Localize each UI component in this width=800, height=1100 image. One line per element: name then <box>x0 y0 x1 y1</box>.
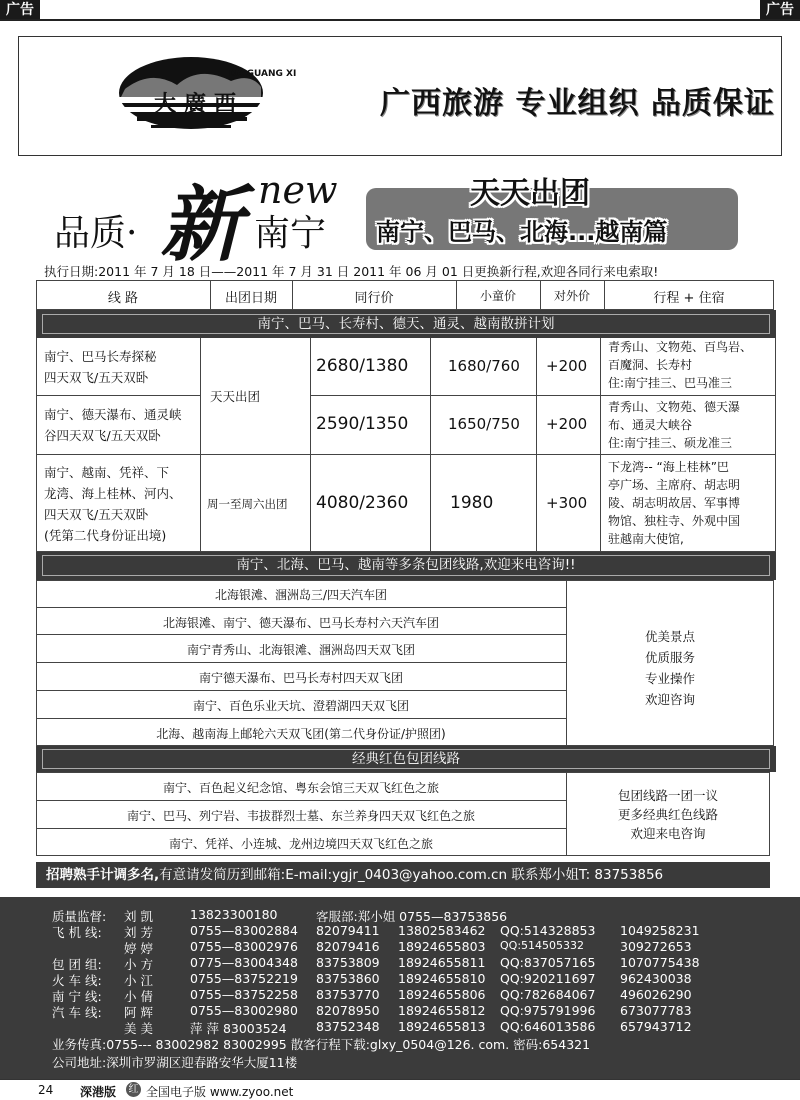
section-title: 南宁、巴马、长寿村、德天、通灵、越南散拼计划 <box>257 316 555 332</box>
feature-line: 优美景点 <box>644 629 695 644</box>
list-item: 南宁、凭祥、小连城、龙州边境四天双飞红色之旅 <box>168 837 433 851</box>
itinerary-cell <box>608 458 740 548</box>
route-line: 谷四天双飞/五天双卧 <box>44 428 161 443</box>
itinerary-line: 百魔洞、长寿村 <box>608 358 693 372</box>
itinerary-line: 布、通灵大峡谷 <box>608 418 693 432</box>
logo-en-text: DA GUANG XI <box>229 69 297 79</box>
itinerary-line: 住:南宁挂三、巴马准三 <box>608 376 733 390</box>
contact-qq: QQ:514328853 <box>500 923 596 938</box>
contact-phone: 13823300180 <box>190 907 278 922</box>
itinerary-cell <box>608 338 752 392</box>
daily-departure-label: 天天出团 <box>210 389 261 404</box>
contact-qq2: 496026290 <box>620 987 692 1002</box>
header-route: 线 路 <box>107 291 139 306</box>
contact-phone: 82079416 <box>316 939 380 954</box>
public-price: +200 <box>546 357 588 375</box>
contact-phone: 0755—83752258 <box>190 987 298 1002</box>
contact-phone: 0755—83752219 <box>190 971 298 986</box>
divider <box>36 828 566 829</box>
list-item: 南宁青秀山、北海银滩、涠洲岛四天双飞团 <box>186 643 415 657</box>
divider <box>36 607 566 608</box>
contact-phone: 82078950 <box>316 1003 380 1018</box>
itinerary-line: 青秀山、文物苑、百鸟岩、 <box>608 340 753 354</box>
contact-phone: 0775—83004348 <box>190 955 298 970</box>
contact-phone: 83753770 <box>316 987 380 1002</box>
feature-line: 欢迎来电咨询 <box>630 826 706 841</box>
trade-price: 4080/2360 <box>316 493 409 513</box>
contact-footer <box>0 897 800 1079</box>
page-number: 24 <box>38 1083 54 1097</box>
destinations-heading: 南宁、巴马、北海...越南篇 <box>376 218 668 246</box>
ad-tag-left: 广告 <box>0 0 40 20</box>
contact-row <box>0 939 800 955</box>
top-rule <box>0 19 800 21</box>
contact-qq2: 673077783 <box>620 1003 692 1018</box>
trade-price: 2680/1380 <box>316 356 409 376</box>
contact-name: 小 倩 <box>124 989 153 1004</box>
contact-mobile: 18924655810 <box>398 971 486 986</box>
feature-line: 专业操作 <box>644 671 695 686</box>
contact-phone: 83753809 <box>316 955 380 970</box>
contact-name: 刘 凯 <box>124 909 153 924</box>
contact-name: 小 方 <box>124 957 153 972</box>
site-link[interactable]: 全国电子版 www.zyoo.net <box>146 1085 294 1099</box>
divider <box>200 338 201 552</box>
red-features <box>566 786 770 843</box>
company-address: 公司地址:深圳市罗湖区迎春路安华大厦11楼 <box>52 1055 298 1070</box>
contact-qq: QQ:782684067 <box>500 987 596 1002</box>
contact-role: 火 车 线: <box>52 973 102 988</box>
contact-qq: QQ:837057165 <box>500 955 596 970</box>
itinerary-line: 下龙湾-- “海上桂林”巴 <box>608 460 729 474</box>
header-date: 出团日期 <box>224 291 277 306</box>
itinerary-line: 亭广场、主席府、胡志明 <box>608 478 741 492</box>
child-price: 1650/750 <box>448 415 520 433</box>
section-title: 南宁、北海、巴马、越南等多条包团线路,欢迎来电咨询!! <box>236 557 576 573</box>
section-title: 经典红色包团线路 <box>352 751 460 767</box>
banner-slogan: 广西旅游 专业组织 品质保证 <box>380 86 775 121</box>
contact-mobile: 18924655812 <box>398 1003 486 1018</box>
execution-date-line: 执行日期:2011 年 7 月 18 日——2011 年 7 月 31 日 2011 年 06 月 01 日更换新行程,欢迎各同行来电索取! <box>44 264 659 279</box>
contact-role: 质量监督: <box>52 909 107 924</box>
recruit-bold: 招聘熟手计调多名, <box>46 867 160 883</box>
itinerary-cell <box>608 398 740 452</box>
divider <box>36 690 566 691</box>
contact-mobile: 18924655806 <box>398 987 486 1002</box>
contact-qq2: 1070775438 <box>620 955 700 970</box>
divider <box>36 662 566 663</box>
itinerary-line: 陵、胡志明故居、军事博 <box>608 496 741 510</box>
contact-role: 汽 车 线: <box>52 1005 102 1020</box>
contact-phone: 0755—83002976 <box>190 939 298 954</box>
fax-row <box>0 1035 800 1051</box>
departure-days: 周一至周六出团 <box>207 497 288 511</box>
ad-tag-right: 广告 <box>760 0 800 20</box>
group-features <box>566 626 774 710</box>
divider <box>600 338 601 552</box>
contact-name: 美 美 <box>124 1021 153 1036</box>
list-item: 北海银滩、南宁、德天瀑布、巴马长寿村六天汽车团 <box>162 616 439 630</box>
route-line: 南宁、巴马长寿探秘 <box>44 349 157 364</box>
contact-row <box>0 987 800 1003</box>
divider <box>36 800 566 801</box>
edition-label: 深港版 <box>80 1085 117 1099</box>
list-item: 南宁、巴马、列宁岩、韦拔群烈士墓、东兰养身四天双飞红色之旅 <box>126 809 475 823</box>
route-line: 四天双飞/五天双卧 <box>44 507 149 522</box>
list-item: 南宁、百色乐业天坑、澄碧湖四天双飞团 <box>192 699 409 713</box>
address-row <box>0 1053 800 1069</box>
contact-role: 飞 机 线: <box>52 925 102 940</box>
divider <box>310 395 776 396</box>
section-bar-group-tours <box>36 552 776 580</box>
contact-mobile: 18924655803 <box>398 939 486 954</box>
contact-qq: QQ:646013586 <box>500 1019 596 1034</box>
contact-row <box>0 923 800 939</box>
contact-role: 南 宁 线: <box>52 989 102 1004</box>
trade-price: 2590/1350 <box>316 414 409 434</box>
red-badge-icon: 红 <box>126 1082 141 1097</box>
list-item: 南宁、百色起义纪念馆、粤东会馆三天双飞红色之旅 <box>162 781 439 795</box>
contact-phone: 82079411 <box>316 923 380 938</box>
list-item: 北海、越南海上邮轮六天双飞团(第二代身份证/护照团) <box>156 727 446 741</box>
title-new: new <box>258 168 338 212</box>
divider <box>310 338 311 552</box>
contact-phone: 客服部:郑小姐 0755—83753856 <box>316 909 508 924</box>
feature-line: 包团线路一团一议 <box>617 788 718 803</box>
child-price: 1980 <box>450 493 494 513</box>
itinerary-line: 青秀山、文物苑、德天瀑 <box>608 400 741 414</box>
title-quality: 品质· <box>54 213 138 254</box>
contact-phone: 83753860 <box>316 971 380 986</box>
contact-role: 包 团 组: <box>52 957 102 972</box>
fax-line: 业务传真:0755--- 83002982 83002995 散客行程下载:glxy_0504@126. com. 密码:654321 <box>52 1037 591 1052</box>
contact-row <box>0 1003 800 1019</box>
header-child-price: 小童价 <box>479 289 516 303</box>
feature-line: 优质服务 <box>644 650 695 665</box>
contact-phone: 0755—83002884 <box>190 923 298 938</box>
feature-line: 欢迎咨询 <box>644 692 695 707</box>
header-trade-price: 同行价 <box>354 291 394 306</box>
contact-name: 阿 辉 <box>124 1005 153 1020</box>
title-xin: 新 <box>160 177 242 273</box>
contact-row <box>0 1019 800 1035</box>
contact-qq: QQ:514505332 <box>500 939 585 952</box>
logo-cn-text: 大廣西 <box>154 91 245 117</box>
public-price: +300 <box>546 494 588 512</box>
title-nanning: 南宁 <box>254 213 327 254</box>
section-bar-scattered <box>36 310 776 338</box>
contact-phone: 0755—83002980 <box>190 1003 298 1018</box>
contact-mobile: 18924655813 <box>398 1019 486 1034</box>
contact-name: 婷 婷 <box>124 941 153 956</box>
child-price: 1680/760 <box>448 357 520 375</box>
list-item: 南宁德天瀑布、巴马长寿村四天双飞团 <box>198 671 403 685</box>
contact-qq2: 309272653 <box>620 939 692 954</box>
route-line: 南宁、德天瀑布、通灵峡 <box>44 407 182 422</box>
contact-name: 小 江 <box>124 973 153 988</box>
contact-phone: 萍 萍 83003524 <box>190 1021 287 1036</box>
divider <box>36 395 201 396</box>
contact-qq2: 1049258231 <box>620 923 700 938</box>
divider <box>536 338 537 552</box>
header-itinerary: 行程 + 住宿 <box>653 291 725 306</box>
table-row <box>44 346 157 388</box>
divider <box>36 718 566 719</box>
divider <box>430 338 431 552</box>
itinerary-line: 物馆、独柱寺、外观中国 <box>608 514 741 528</box>
contact-qq: QQ:920211697 <box>500 971 596 986</box>
bottom-rule <box>0 1079 800 1080</box>
section-bar-red-tours <box>36 746 776 772</box>
recruit-text: 有意请发简历到邮箱:E-mail:ygjr_0403@yahoo.com.cn 联系郑小姐T: 83753856 <box>159 867 664 883</box>
header-public-price: 对外价 <box>553 289 590 303</box>
contact-qq: QQ:975791996 <box>500 1003 596 1018</box>
contact-row <box>0 955 800 971</box>
contact-qq2: 657943712 <box>620 1019 692 1034</box>
divider <box>36 634 566 635</box>
route-line: 南宁、越南、凭祥、下 <box>44 465 170 480</box>
daily-tour-heading: 天天出团 <box>470 176 590 211</box>
table-row <box>44 462 182 546</box>
table-row <box>44 404 182 446</box>
contact-phone: 83752348 <box>316 1019 380 1034</box>
route-line: (凭第二代身份证出境) <box>44 528 167 543</box>
public-price: +200 <box>546 415 588 433</box>
contact-row <box>0 971 800 987</box>
contact-mobile: 13802583462 <box>398 923 486 938</box>
contact-mobile: 18924655811 <box>398 955 486 970</box>
itinerary-line: 住:南宁挂三、硕龙准三 <box>608 436 733 450</box>
list-item: 北海银滩、涠洲岛三/四天汽车团 <box>214 588 388 602</box>
feature-line: 更多经典红色线路 <box>617 807 718 822</box>
contact-name: 刘 芳 <box>124 925 153 940</box>
recruit-banner <box>36 862 770 888</box>
contact-qq2: 962430038 <box>620 971 692 986</box>
route-line: 四天双飞/五天双卧 <box>44 370 149 385</box>
contact-row <box>0 907 800 923</box>
route-line: 龙湾、海上桂林、河内、 <box>44 486 182 501</box>
divider <box>36 454 776 455</box>
itinerary-line: 驻越南大使馆, <box>608 532 684 546</box>
